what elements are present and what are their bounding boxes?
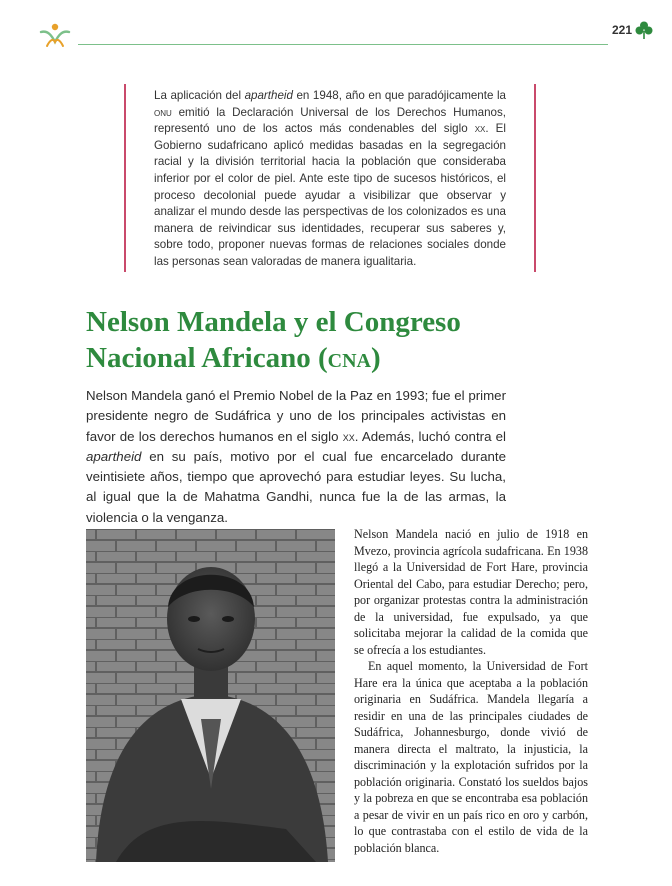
header-divider: [78, 44, 608, 45]
section-title: Nelson Mandela y el Congreso Nacional Africano (cna): [86, 306, 461, 374]
page-number: 221: [612, 23, 633, 37]
biography-column: [354, 526, 588, 856]
intro-paragraph: Nelson Mandela ganó el Premio Nobel de la Paz en 1993; fue el primer presidente negro de Sudáfrica y uno de los principales activistas en favor de los derechos humanos en el siglo xx. Además, luchó contra el apartheid en su país, motivo por el cual fue encarcelado durante veintisiete años, tiempo que aprovechó para estudiar leyes. Su lucha, al igual que la de Mahatma Gandhi, nunca fue la de las armas, la violencia o la venganza.: [86, 388, 506, 525]
decolonial-note-box: [124, 84, 536, 272]
clover-icon: [634, 20, 654, 40]
publisher-logo-icon: [38, 22, 72, 48]
biography-paragraph: En aquel momento, la Universidad de Fort Hare era la única que aceptaba a la población originaria en Sudáfrica. Mandela llegaría a residir en una de las principales ciudades de Sudáfrica, Johannesburgo, donde vivió de manera directa el maltrato, la injusticia, la discriminación y la explotación sufridos por la población originaria. Constató los sueldos bajos y la pobreza en que se encontraba esa población a pesar de vivir en un país rico en oro y carbón, lo que contrastaba con el estilo de vida de la población blanca.: [354, 659, 588, 855]
biography-paragraph: Nelson Mandela nació en julio de 1918 en Mvezo, provincia agrícola sudafricana. En 1938 llegó a la Universidad de Fort Hare, provincia Oriental del Cabo, para estudiar Derecho; pero, por organizar protestas contra la administración de la universidad, fue expulsado, ya que solicitaba mejorar la calidad de la comida que se ofrecía a los estudiantes.: [354, 527, 588, 657]
mandela-portrait-photo: [86, 529, 335, 862]
decolonial-note-text: La aplicación del apartheid en 1948, año en que paradójicamente la onu emitió la Declaración Universal de los Derechos Humanos, representó uno de los actos más condenables del siglo xx. El Gobierno sudafricano aplicó medidas basadas en la segregación racial y la división territorial hacia la población que consideraba inferior por el color de piel. Ante este tipo de sucesos históricos, el proceso decolonial puede ayudar a visibilizar que observar y analizar el mundo desde las perspectivas de los colonizados es una manera de reivindicar sus identidades, recuperar sus saberes y, sobre todo, proponer nuevas formas de relaciones sociales donde las personas sean valoradas de manera igualitaria.: [154, 89, 506, 268]
